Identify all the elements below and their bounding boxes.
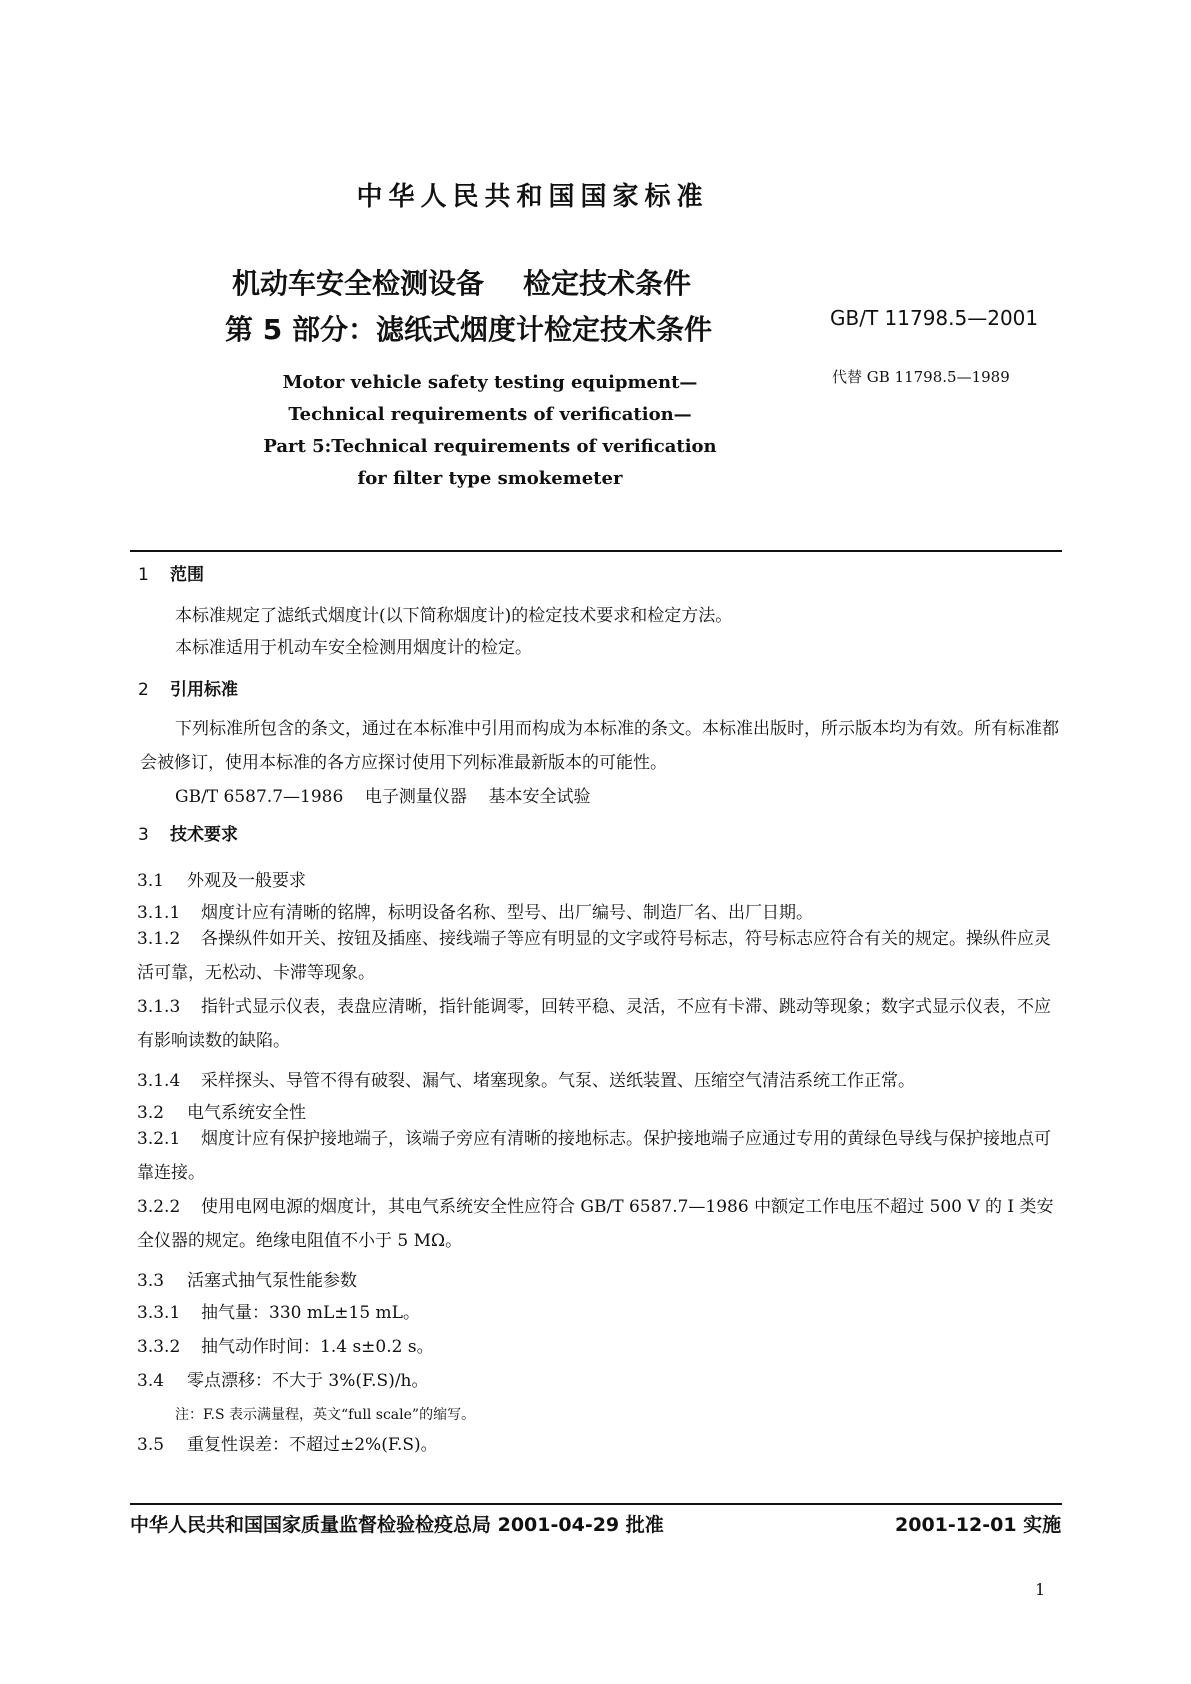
clause-number: 3.1.2: [137, 929, 181, 949]
section-title: 技术要求: [170, 825, 238, 845]
section-number: 2: [138, 680, 149, 700]
clause-number: 3.1.4: [137, 1071, 181, 1091]
footer-divider: [130, 1503, 1062, 1505]
clause-number: 3.2.1: [137, 1129, 181, 1149]
clause-3-1-4: [137, 1066, 915, 1091]
clause-text: 采样探头、导管不得有破裂、漏气、堵塞现象。气泵、送纸装置、压缩空气清洁系统工作正常。: [201, 1071, 915, 1091]
clause-3-2-2: [137, 1190, 1060, 1258]
section-title: 范围: [170, 565, 204, 585]
clause-text: 抽气量：330 mL±15 mL。: [201, 1303, 420, 1323]
national-standard-heading: 中华人民共和国国家标准: [356, 182, 709, 212]
section-1-para-2: 本标准适用于机动车安全检测用烟度计的检定。: [175, 638, 532, 658]
title-en-line1: Motor vehicle safety testing equipment—: [282, 372, 698, 393]
clause-number: 3.4: [137, 1371, 165, 1391]
clause-3-4: [137, 1366, 429, 1391]
section-2-heading: [138, 675, 238, 700]
clause-3-1: [137, 866, 306, 891]
clause-3-3-1: [137, 1298, 420, 1323]
title-en-line3: Part 5:Technical requirements of verification: [263, 436, 717, 457]
clause-text: 烟度计应有清晰的铭牌，标明设备名称、型号、出厂编号、制造厂名、出厂日期。: [201, 903, 813, 923]
clause-3-5: [137, 1430, 438, 1455]
replaces-note: 代替 GB 11798.5—1989: [832, 368, 1010, 386]
clause-number: 3.3.2: [137, 1337, 181, 1357]
clause-number: 3.2.2: [137, 1197, 181, 1217]
section-1-heading: [138, 560, 204, 585]
clause-text: 电气系统安全性: [187, 1103, 306, 1123]
clause-3-2: [137, 1098, 306, 1123]
clause-text: 抽气动作时间：1.4 s±0.2 s。: [201, 1337, 434, 1357]
clause-text: 零点漂移：不大于 3%(F.S)/h。: [187, 1371, 429, 1391]
section-1-para-1: 本标准规定了滤纸式烟度计(以下简称烟度计)的检定技术要求和检定方法。: [175, 606, 733, 626]
clause-text: 重复性误差：不超过±2%(F.S)。: [187, 1435, 438, 1455]
clause-text: 活塞式抽气泵性能参数: [187, 1271, 357, 1291]
clause-number: 3.3: [137, 1271, 165, 1291]
clause-number: 3.1.1: [137, 903, 181, 923]
standard-code: GB/T 11798.5—2001: [830, 306, 1039, 330]
clause-number: 3.1.3: [137, 997, 181, 1017]
section-3-heading: [138, 820, 238, 845]
section-title: 引用标准: [170, 680, 238, 700]
clause-3-3-2: [137, 1332, 434, 1357]
clause-number: 3.5: [137, 1435, 165, 1455]
clause-3-1-3: [137, 990, 1060, 1058]
approval-line: 中华人民共和国国家质量监督检验检疫总局 2001-04-29 批准: [130, 1514, 664, 1536]
title-cn-line1: 机动车安全检测设备 检定技术条件: [232, 267, 691, 300]
clause-text: 指针式显示仪表，表盘应清晰，指针能调零，回转平稳、灵活，不应有卡滞、跳动等现象；数字式显示仪表，不应有影响读数的缺陷。: [137, 997, 1051, 1051]
clause-text: 使用电网电源的烟度计，其电气系统安全性应符合 GB/T 6587.7—1986 中额定工作电压不超过 500 V 的 I 类安全仪器的规定。绝缘电阻值不小于 5 MΩ。: [137, 1197, 1054, 1251]
section-number: 3: [138, 825, 149, 845]
clause-number: 3.3.1: [137, 1303, 181, 1323]
section-number: 1: [138, 565, 149, 585]
clause-text: 烟度计应有保护接地端子，该端子旁应有清晰的接地标志。保护接地端子应通过专用的黄绿色导线与保护接地点可靠连接。: [137, 1129, 1051, 1183]
title-en-line4: for filter type smokemeter: [357, 468, 623, 489]
clause-3-1-1: [137, 898, 813, 923]
clause-number: 3.2: [137, 1103, 165, 1123]
section-2-para-1: 下列标准所包含的条文，通过在本标准中引用而构成为本标准的条文。本标准出版时，所示版本均为有效。所有标准都会被修订，使用本标准的各方应探讨使用下列标准最新版本的可能性。: [140, 719, 1059, 773]
clause-3-3: [137, 1266, 357, 1291]
title-en-line2: Technical requirements of verification—: [288, 404, 692, 425]
reference-standard: GB/T 6587.7—1986 电子测量仪器 基本安全试验: [175, 787, 591, 807]
clause-text: 各操纵件如开关、按钮及插座、接线端子等应有明显的文字或符号标志，符号标志应符合有关的规定。操纵件应灵活可靠，无松动、卡滞等现象。: [137, 929, 1051, 983]
clause-number: 3.1: [137, 871, 165, 891]
note-full-scale: 注：F.S 表示满量程，英文“full scale”的缩写。: [175, 1407, 476, 1423]
implementation-date: 2001-12-01 实施: [895, 1514, 1062, 1536]
page-number: 1: [1035, 1580, 1046, 1599]
title-cn-line2: 第 5 部分：滤纸式烟度计检定技术条件: [225, 313, 712, 346]
clause-3-1-2: [137, 922, 1060, 990]
clause-text: 外观及一般要求: [187, 871, 306, 891]
header-divider: [130, 550, 1062, 552]
clause-3-2-1: [137, 1122, 1060, 1190]
